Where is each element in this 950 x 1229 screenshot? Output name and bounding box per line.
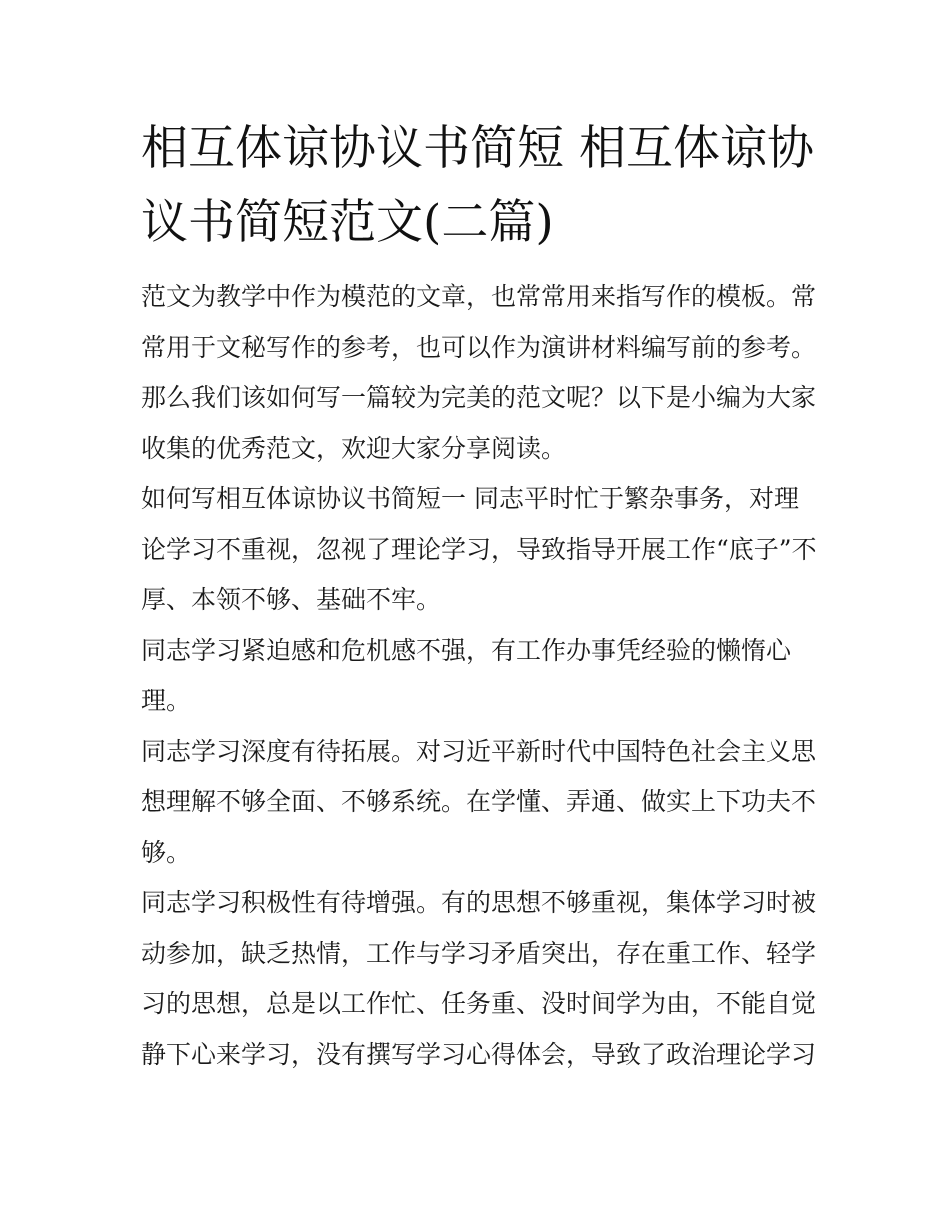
paragraph-2: 同志学习紧迫感和危机感不强，有工作办事凭经验的懒惰心理。 [141, 635, 792, 715]
paragraph-1: 如何写相互体谅协议书简短一 同志平时忙于繁杂事务，对理论学习不重视，忽视了理论学习，导致指导开展工作“底子”不厚、本领不够、基础不牢。 [141, 484, 817, 614]
paragraph-3: 同志学习深度有待拓展。对习近平新时代中国特色社会主义思想理解不够全面、不够系统。在学懂、弄通、做实上下功夫不够。 [141, 736, 817, 867]
document-title: 相互体谅协议书简短 相互体谅协议书简短范文(二篇) [141, 121, 814, 250]
paragraph-4: 同志学习积极性有待增强。有的思想不够重视，集体学习时被动参加，缺乏热情，工作与学习矛盾突出，存在重工作、轻学习的思想，总是以工作忙、任务重、没时间学为由，不能自觉静下心来学习，没有撰写学习心得体会，导致了政治理论学习 [141, 888, 817, 1069]
document-body [141, 112, 821, 1080]
paragraph-intro: 范文为教学中作为模范的文章，也常常用来指写作的模板。常常用于文秘写作的参考，也可以作为演讲材料编写前的参考。那么我们该如何写一篇较为完美的范文呢？以下是小编为大家收集的优秀范文，欢迎大家分享阅读。 [141, 282, 817, 463]
